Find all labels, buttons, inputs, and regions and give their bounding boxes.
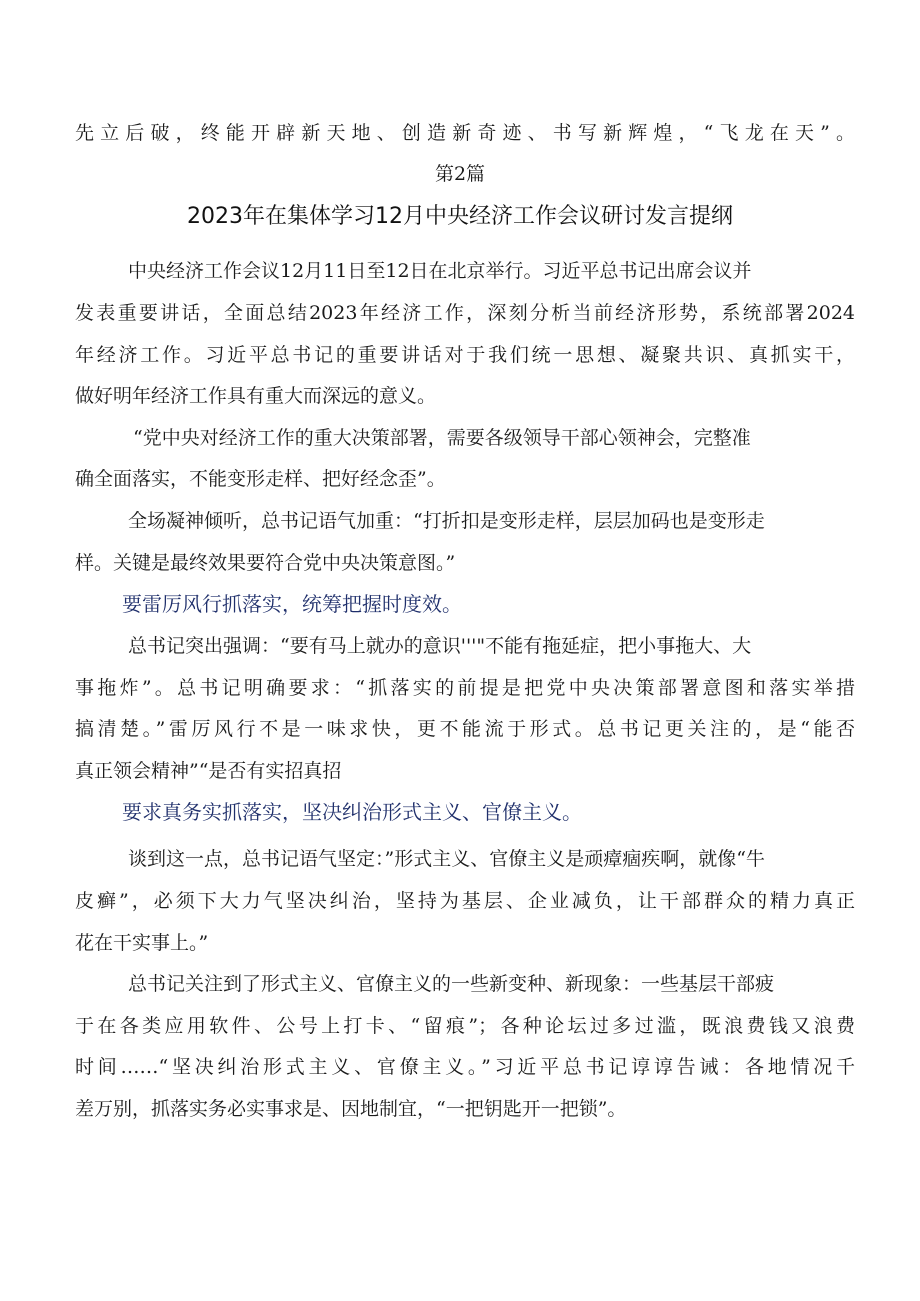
paragraph-line: 时间……“坚决纠治形式主义、官僚主义。”习近平总书记谆谆告诫：各地情况千 [75, 1056, 855, 1078]
paragraph-line: 总书记关注到了形式主义、官僚主义的一些新变种、新现象：一些基层干部疲 [128, 973, 775, 995]
paragraph-line: 差万别，抓落实务必实事求是、因地制宜，“一把钥匙开一把锁”。 [75, 1098, 627, 1120]
paragraph-line: 总书记突出强调：“要有马上就办的意识'''"不能有拖延症，把小事拖大、大 [128, 635, 752, 657]
paragraph-line: 搞清楚。”雷厉风行不是一味求快，更不能流于形式。总书记更关注的，是“能否 [75, 718, 855, 740]
paragraph-line: “党中央对经济工作的重大决策部署，需要各级领导干部心领神会，完整准 [133, 427, 751, 449]
paragraph-line: 花在干实事上。” [75, 932, 209, 954]
paragraph-line: 皮癣”，必须下大力气坚决纠治，坚持为基层、企业减负，让干部群众的精力真正 [75, 890, 855, 912]
paragraph-line: 于在各类应用软件、公号上打卡、“留痕”；各种论坛过多过滥，既浪费钱又浪费 [75, 1015, 855, 1037]
paragraph-line: 全场凝神倾听，总书记语气加重：“打折扣是变形走样，层层加码也是变形走 [128, 510, 765, 532]
paragraph-line: 样。关键是最终效果要符合党中央决策意图。” [75, 552, 456, 574]
paragraph-line: 真正领会精神”“是否有实招真招 [75, 760, 342, 782]
paragraph-line: 发表重要讲话，全面总结2023年经济工作，深刻分析当前经济形势，系统部署2024 [75, 302, 855, 324]
document-title: 2023年在集体学习12月中央经济工作会议研讨发言提纲 [187, 204, 733, 229]
paragraph-line: 做好明年经济工作具有重大而深远的意义。 [75, 385, 437, 407]
paragraph-line: 确全面落实，不能变形走样、把好经念歪”。 [75, 468, 446, 490]
section-heading: 要雷厉风行抓落实，统筹把握时度效。 [122, 592, 462, 616]
paragraph-line: 年经济工作。习近平总书记的重要讲话对于我们统一思想、凝聚共识、真抓实干， [75, 344, 855, 366]
paragraph-line: 事拖炸”。总书记明确要求：“抓落实的前提是把党中央决策部署意图和落实举措 [75, 677, 855, 699]
paragraph-line: 谈到这一点，总书记语气坚定：”形式主义、官僚主义是顽瘴痼疾啊，就像“牛 [128, 848, 765, 870]
text-line: 先立后破，终能开辟新天地、创造新奇迹、书写新辉煌，“飞龙在天”。 [75, 122, 855, 144]
paragraph-line: 中央经济工作会议12月11日至12日在北京举行。习近平总书记出席会议并 [128, 260, 752, 282]
section-heading: 要求真务实抓落实，坚决纠治形式主义、官僚主义。 [122, 800, 582, 824]
section-number: 第2篇 [434, 163, 486, 185]
